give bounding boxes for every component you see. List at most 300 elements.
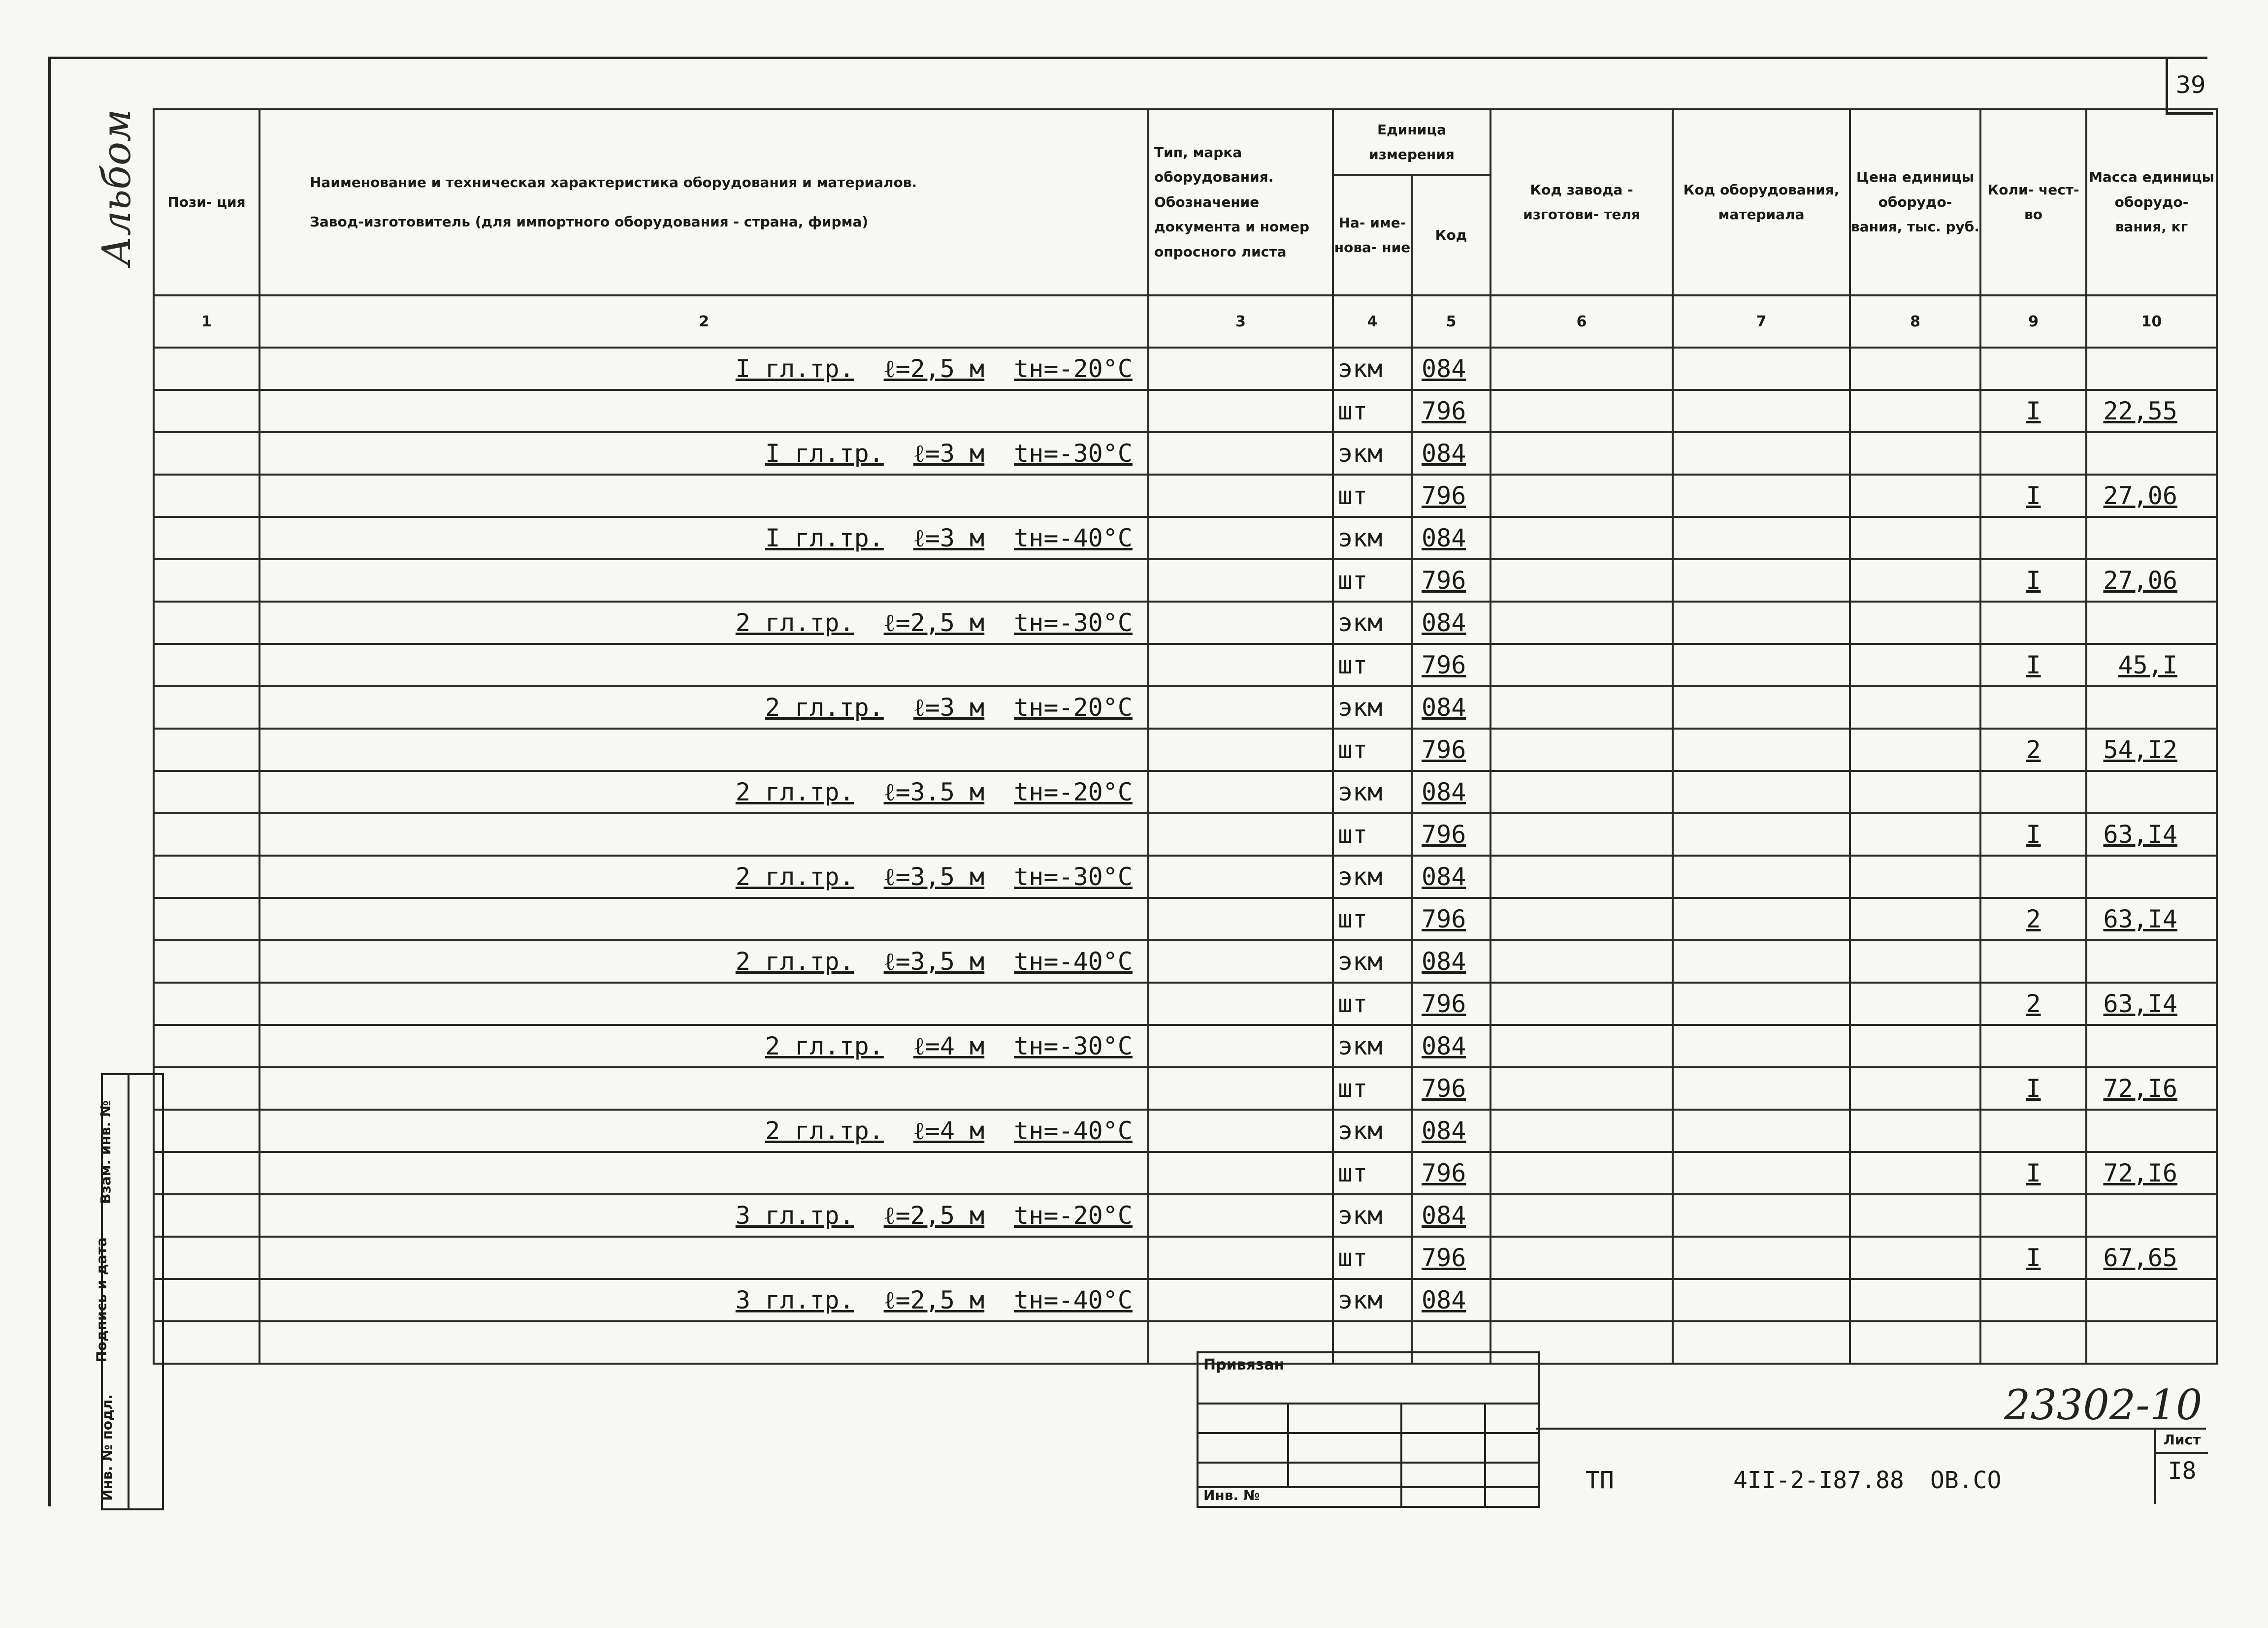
row-code: 084 bbox=[1412, 771, 1490, 813]
table-row bbox=[154, 983, 2217, 1025]
row-unit: шт bbox=[1333, 559, 1412, 602]
row-qty bbox=[1980, 1194, 2086, 1237]
row-mass bbox=[2086, 348, 2217, 390]
row-empty-cell bbox=[1490, 940, 1673, 983]
row-empty-cell bbox=[1850, 475, 1980, 517]
table-row bbox=[154, 1067, 2217, 1110]
colnum: 9 bbox=[1980, 295, 2086, 348]
header-unit-group: Единица измерения bbox=[1333, 109, 1490, 175]
row-empty-cell bbox=[1148, 475, 1333, 517]
row-empty-cell bbox=[1850, 644, 1980, 686]
row-qty bbox=[1980, 348, 2086, 390]
table-row bbox=[154, 940, 2217, 983]
row-unit: экм bbox=[1333, 856, 1412, 898]
row-empty-cell bbox=[1148, 983, 1333, 1025]
row-empty-cell bbox=[259, 1321, 1148, 1364]
row-temp: tн=-40°С bbox=[1014, 1117, 1133, 1145]
row-temp: tн=-30°С bbox=[1014, 862, 1133, 891]
row-code: 084 bbox=[1412, 602, 1490, 644]
row-qty: I bbox=[1980, 390, 2086, 432]
row-temp: tн=-20°С bbox=[1014, 778, 1133, 806]
row-length: ℓ=2,5 м bbox=[883, 1286, 985, 1314]
row-unit: экм bbox=[1333, 771, 1412, 813]
table-row-empty bbox=[154, 1321, 2217, 1364]
row-mass bbox=[2086, 602, 2217, 644]
row-empty-cell bbox=[1148, 1279, 1333, 1321]
row-empty-cell bbox=[1148, 813, 1333, 856]
row-empty-cell bbox=[1148, 517, 1333, 559]
row-empty-cell bbox=[154, 517, 259, 559]
row-code: 796 bbox=[1412, 1237, 1490, 1279]
row-unit: экм bbox=[1333, 348, 1412, 390]
row-empty-cell bbox=[1148, 644, 1333, 686]
row-empty-cell bbox=[154, 898, 259, 940]
row-mass: 22,55 bbox=[2086, 390, 2217, 432]
list-box bbox=[2154, 1428, 2208, 1504]
row-empty-cell bbox=[1148, 940, 1333, 983]
row-empty-cell bbox=[1490, 559, 1673, 602]
row-qty: 2 bbox=[1980, 729, 2086, 771]
row-empty-cell bbox=[1673, 1152, 1850, 1194]
row-empty-cell bbox=[1673, 1025, 1850, 1067]
row-empty-cell bbox=[1148, 348, 1333, 390]
row-unit: шт bbox=[1333, 813, 1412, 856]
row-description bbox=[259, 1152, 1148, 1194]
table-row bbox=[154, 1025, 2217, 1067]
row-name: 2 гл.тр. bbox=[765, 693, 884, 722]
row-description bbox=[259, 771, 1148, 813]
colnum: 3 bbox=[1148, 295, 1333, 348]
row-description bbox=[259, 390, 1148, 432]
row-empty-cell bbox=[1850, 390, 1980, 432]
row-empty-cell bbox=[154, 1279, 259, 1321]
row-empty-cell bbox=[1673, 1194, 1850, 1237]
row-empty-cell bbox=[1148, 686, 1333, 729]
row-unit: экм bbox=[1333, 432, 1412, 475]
row-name: 2 гл.тр. bbox=[735, 778, 854, 806]
header-name-line1: Наименование и техническая характеристика оборудования и материалов. bbox=[310, 174, 917, 191]
row-mass bbox=[2086, 856, 2217, 898]
row-unit: шт bbox=[1333, 983, 1412, 1025]
row-empty-cell bbox=[1850, 771, 1980, 813]
row-empty-cell bbox=[1148, 432, 1333, 475]
row-description bbox=[259, 1067, 1148, 1110]
row-qty bbox=[1980, 602, 2086, 644]
row-empty-cell bbox=[1490, 729, 1673, 771]
specification-table bbox=[153, 108, 2218, 1365]
row-description bbox=[259, 644, 1148, 686]
row-empty-cell bbox=[1673, 856, 1850, 898]
row-empty-cell bbox=[154, 602, 259, 644]
row-empty-cell bbox=[1148, 1067, 1333, 1110]
colnum: 1 bbox=[154, 295, 259, 348]
row-empty-cell bbox=[154, 432, 259, 475]
row-code: 084 bbox=[1412, 1194, 1490, 1237]
table-row bbox=[154, 602, 2217, 644]
row-empty-cell bbox=[1850, 686, 1980, 729]
row-code: 084 bbox=[1412, 517, 1490, 559]
table-row bbox=[154, 475, 2217, 517]
row-unit: шт bbox=[1333, 898, 1412, 940]
row-empty-cell bbox=[1850, 1152, 1980, 1194]
row-code: 796 bbox=[1412, 813, 1490, 856]
row-name: 2 гл.тр. bbox=[735, 947, 854, 976]
row-description bbox=[259, 1110, 1148, 1152]
colnum: 8 bbox=[1850, 295, 1980, 348]
row-description bbox=[259, 432, 1148, 475]
row-qty bbox=[1980, 517, 2086, 559]
row-empty-cell bbox=[1148, 1025, 1333, 1067]
row-length: ℓ=3 м bbox=[913, 693, 985, 722]
row-empty-cell bbox=[154, 644, 259, 686]
row-description bbox=[259, 517, 1148, 559]
table-row bbox=[154, 898, 2217, 940]
header-equipment-code: Код оборудования, материала bbox=[1673, 109, 1850, 295]
row-qty: I bbox=[1980, 644, 2086, 686]
row-unit: экм bbox=[1333, 602, 1412, 644]
row-unit: шт bbox=[1333, 729, 1412, 771]
colnum: 7 bbox=[1673, 295, 1850, 348]
row-unit: шт bbox=[1333, 1237, 1412, 1279]
row-empty-cell bbox=[1490, 432, 1673, 475]
row-description bbox=[259, 475, 1148, 517]
row-qty: I bbox=[1980, 1152, 2086, 1194]
table-row bbox=[154, 729, 2217, 771]
side-vzam: Взам. инв. № bbox=[97, 1100, 114, 1204]
row-unit: экм bbox=[1333, 1194, 1412, 1237]
row-empty-cell bbox=[154, 559, 259, 602]
table-row bbox=[154, 771, 2217, 813]
row-mass: 63,I4 bbox=[2086, 983, 2217, 1025]
row-name: I гл.тр. bbox=[765, 524, 884, 552]
header-name bbox=[259, 109, 1148, 295]
colnum: 5 bbox=[1412, 295, 1490, 348]
stamp-privyazan: Привязан bbox=[1203, 1356, 1285, 1373]
row-empty-cell bbox=[1148, 390, 1333, 432]
row-name: 2 гл.тр. bbox=[735, 608, 854, 637]
row-unit: экм bbox=[1333, 1110, 1412, 1152]
row-code: 796 bbox=[1412, 1152, 1490, 1194]
row-code: 796 bbox=[1412, 1067, 1490, 1110]
row-empty-cell bbox=[154, 940, 259, 983]
row-empty-cell bbox=[1673, 771, 1850, 813]
row-temp: tн=-20°С bbox=[1014, 354, 1133, 383]
row-empty-cell bbox=[1850, 940, 1980, 983]
row-qty bbox=[1980, 856, 2086, 898]
colnum: 10 bbox=[2086, 295, 2217, 348]
row-code: 084 bbox=[1412, 940, 1490, 983]
table-row bbox=[154, 856, 2217, 898]
row-description bbox=[259, 898, 1148, 940]
row-empty-cell bbox=[1673, 686, 1850, 729]
header-mass: Масса единицы оборудо- вания, кг bbox=[2086, 109, 2217, 295]
row-empty-cell bbox=[1490, 898, 1673, 940]
row-temp: tн=-40°С bbox=[1014, 1286, 1133, 1314]
sheet-number: 39 bbox=[2166, 58, 2213, 115]
row-empty-cell bbox=[1490, 771, 1673, 813]
row-empty-cell bbox=[1850, 1237, 1980, 1279]
row-unit: шт bbox=[1333, 1067, 1412, 1110]
row-unit: шт bbox=[1333, 1152, 1412, 1194]
row-empty-cell bbox=[154, 1067, 259, 1110]
row-description bbox=[259, 1237, 1148, 1279]
row-code: 084 bbox=[1412, 348, 1490, 390]
row-empty-cell bbox=[1673, 1110, 1850, 1152]
row-empty-cell bbox=[1673, 348, 1850, 390]
row-temp: tн=-20°С bbox=[1014, 693, 1133, 722]
row-length: ℓ=3 м bbox=[913, 439, 985, 468]
tb-list-label: Лист bbox=[2156, 1428, 2208, 1454]
row-unit: экм bbox=[1333, 1279, 1412, 1321]
row-empty-cell bbox=[1673, 432, 1850, 475]
row-empty-cell bbox=[1850, 1110, 1980, 1152]
row-name: I гл.тр. bbox=[735, 354, 854, 383]
row-length: ℓ=2,5 м bbox=[883, 608, 985, 637]
row-empty-cell bbox=[1673, 517, 1850, 559]
row-qty: I bbox=[1980, 475, 2086, 517]
row-empty-cell bbox=[1850, 432, 1980, 475]
row-empty-cell bbox=[1148, 1152, 1333, 1194]
row-code: 796 bbox=[1412, 729, 1490, 771]
row-empty-cell bbox=[1673, 475, 1850, 517]
row-temp: tн=-20°С bbox=[1014, 1201, 1133, 1230]
row-empty-cell bbox=[154, 1025, 259, 1067]
row-name: 3 гл.тр. bbox=[735, 1201, 854, 1230]
row-empty-cell bbox=[1490, 813, 1673, 856]
row-empty-cell bbox=[154, 1194, 259, 1237]
binding-stamp bbox=[1197, 1351, 1540, 1508]
table-row bbox=[154, 390, 2217, 432]
row-name: 3 гл.тр. bbox=[735, 1286, 854, 1314]
row-mass bbox=[2086, 686, 2217, 729]
row-empty-cell bbox=[1148, 559, 1333, 602]
row-qty: 2 bbox=[1980, 983, 2086, 1025]
row-temp: tн=-40°С bbox=[1014, 524, 1133, 552]
row-empty-cell bbox=[1490, 1194, 1673, 1237]
row-empty-cell bbox=[154, 856, 259, 898]
row-empty-cell bbox=[1673, 602, 1850, 644]
table-row bbox=[154, 1237, 2217, 1279]
tb-list-number: I8 bbox=[2168, 1457, 2197, 1485]
column-numbers-row bbox=[154, 295, 2217, 348]
row-qty bbox=[1980, 1025, 2086, 1067]
row-empty-cell bbox=[2086, 1321, 2217, 1364]
row-description bbox=[259, 940, 1148, 983]
row-qty bbox=[1980, 686, 2086, 729]
row-temp: tн=-30°С bbox=[1014, 439, 1133, 468]
row-empty-cell bbox=[1490, 390, 1673, 432]
row-description bbox=[259, 348, 1148, 390]
row-empty-cell bbox=[1490, 1237, 1673, 1279]
row-description bbox=[259, 686, 1148, 729]
row-empty-cell bbox=[1850, 1025, 1980, 1067]
row-empty-cell bbox=[1850, 602, 1980, 644]
row-mass bbox=[2086, 1194, 2217, 1237]
row-empty-cell bbox=[1148, 898, 1333, 940]
row-empty-cell bbox=[1673, 1321, 1850, 1364]
row-empty-cell bbox=[1850, 729, 1980, 771]
row-qty: 2 bbox=[1980, 898, 2086, 940]
row-unit: экм bbox=[1333, 517, 1412, 559]
table-row bbox=[154, 1152, 2217, 1194]
row-qty bbox=[1980, 432, 2086, 475]
table-row bbox=[154, 432, 2217, 475]
header-unit-name: На- име- нова- ние bbox=[1333, 175, 1412, 295]
row-empty-cell bbox=[1490, 1279, 1673, 1321]
row-unit: шт bbox=[1333, 475, 1412, 517]
row-description bbox=[259, 856, 1148, 898]
row-empty-cell bbox=[1490, 983, 1673, 1025]
row-empty-cell bbox=[1490, 348, 1673, 390]
row-empty-cell bbox=[1148, 729, 1333, 771]
row-empty-cell bbox=[1673, 644, 1850, 686]
row-empty-cell bbox=[1490, 517, 1673, 559]
row-code: 084 bbox=[1412, 1279, 1490, 1321]
header-factory-code: Код завода - изготови- теля bbox=[1490, 109, 1673, 295]
row-length: ℓ=3.5 м bbox=[883, 778, 985, 806]
header-position: Пози- ция bbox=[154, 109, 259, 295]
row-empty-cell bbox=[154, 686, 259, 729]
row-empty-cell bbox=[154, 348, 259, 390]
row-empty-cell bbox=[1673, 729, 1850, 771]
row-empty-cell bbox=[1673, 1279, 1850, 1321]
row-description bbox=[259, 983, 1148, 1025]
header-name-line2: Завод-изготовитель (для импортного оборудования - страна, фирма) bbox=[310, 214, 869, 230]
row-empty-cell bbox=[154, 813, 259, 856]
row-code: 796 bbox=[1412, 983, 1490, 1025]
row-length: ℓ=2,5 м bbox=[883, 1201, 985, 1230]
row-unit: экм bbox=[1333, 686, 1412, 729]
tb-section: ОВ.СО bbox=[1930, 1467, 2002, 1494]
row-code: 084 bbox=[1412, 686, 1490, 729]
row-empty-cell bbox=[154, 771, 259, 813]
row-code: 084 bbox=[1412, 1110, 1490, 1152]
row-length: ℓ=3 м bbox=[913, 524, 985, 552]
row-mass bbox=[2086, 1025, 2217, 1067]
row-unit: шт bbox=[1333, 390, 1412, 432]
row-qty: I bbox=[1980, 813, 2086, 856]
row-empty-cell bbox=[154, 1152, 259, 1194]
row-empty-cell bbox=[1148, 856, 1333, 898]
header-quantity: Коли- чест- во bbox=[1980, 109, 2086, 295]
row-empty-cell bbox=[1148, 602, 1333, 644]
row-empty-cell bbox=[1148, 1237, 1333, 1279]
table-row bbox=[154, 1110, 2217, 1152]
row-mass bbox=[2086, 1279, 2217, 1321]
row-length: ℓ=3,5 м bbox=[883, 947, 985, 976]
table-row bbox=[154, 559, 2217, 602]
row-empty-cell bbox=[1490, 1110, 1673, 1152]
row-empty-cell bbox=[154, 1321, 259, 1364]
title-block bbox=[1536, 1428, 2206, 1506]
row-mass: 54,I2 bbox=[2086, 729, 2217, 771]
row-name: 2 гл.тр. bbox=[735, 862, 854, 891]
row-code: 796 bbox=[1412, 898, 1490, 940]
row-mass bbox=[2086, 517, 2217, 559]
row-empty-cell bbox=[1673, 813, 1850, 856]
row-description bbox=[259, 1025, 1148, 1067]
row-mass: 72,I6 bbox=[2086, 1152, 2217, 1194]
row-mass: 67,65 bbox=[2086, 1237, 2217, 1279]
row-empty-cell bbox=[1490, 1152, 1673, 1194]
row-description bbox=[259, 729, 1148, 771]
header-unit-code: Код bbox=[1412, 175, 1490, 295]
row-empty-cell bbox=[1673, 1237, 1850, 1279]
row-mass: 63,I4 bbox=[2086, 898, 2217, 940]
row-qty: I bbox=[1980, 559, 2086, 602]
table-row bbox=[154, 813, 2217, 856]
row-empty-cell bbox=[1490, 475, 1673, 517]
row-empty-cell bbox=[1673, 940, 1850, 983]
row-empty-cell bbox=[1850, 559, 1980, 602]
row-mass: 27,06 bbox=[2086, 559, 2217, 602]
row-code: 796 bbox=[1412, 644, 1490, 686]
row-empty-cell bbox=[154, 1110, 259, 1152]
row-empty-cell bbox=[154, 475, 259, 517]
handwritten-doc-code: 23302-10 bbox=[2004, 1381, 2203, 1429]
row-description bbox=[259, 602, 1148, 644]
album-title: Альбом bbox=[94, 109, 139, 266]
row-empty-cell bbox=[1148, 1110, 1333, 1152]
row-empty-cell bbox=[1673, 559, 1850, 602]
row-mass bbox=[2086, 771, 2217, 813]
row-mass bbox=[2086, 432, 2217, 475]
row-name: 2 гл.тр. bbox=[765, 1032, 884, 1060]
row-qty bbox=[1980, 940, 2086, 983]
table-row bbox=[154, 517, 2217, 559]
row-code: 084 bbox=[1412, 856, 1490, 898]
header-row bbox=[154, 109, 2217, 175]
row-code: 796 bbox=[1412, 390, 1490, 432]
row-empty-cell bbox=[154, 983, 259, 1025]
stamp-inv-no: Инв. № bbox=[1203, 1487, 1260, 1503]
row-empty-cell bbox=[154, 1237, 259, 1279]
row-length: ℓ=4 м bbox=[913, 1117, 985, 1145]
table-row bbox=[154, 1279, 2217, 1321]
row-qty bbox=[1980, 1110, 2086, 1152]
table-row bbox=[154, 686, 2217, 729]
colnum: 4 bbox=[1333, 295, 1412, 348]
row-length: ℓ=4 м bbox=[913, 1032, 985, 1060]
row-empty-cell bbox=[1850, 1067, 1980, 1110]
row-name: 2 гл.тр. bbox=[765, 1117, 884, 1145]
row-mass: 27,06 bbox=[2086, 475, 2217, 517]
row-mass: 63,I4 bbox=[2086, 813, 2217, 856]
row-empty-cell bbox=[1490, 686, 1673, 729]
row-qty bbox=[1980, 1279, 2086, 1321]
row-empty-cell bbox=[1490, 1067, 1673, 1110]
side-stamp bbox=[93, 1073, 164, 1510]
colnum: 6 bbox=[1490, 295, 1673, 348]
row-empty-cell bbox=[1850, 348, 1980, 390]
table-body bbox=[154, 348, 2217, 1364]
row-code: 084 bbox=[1412, 432, 1490, 475]
tb-tp: ТП bbox=[1586, 1467, 1614, 1494]
row-empty-cell bbox=[1980, 1321, 2086, 1364]
row-empty-cell bbox=[1850, 983, 1980, 1025]
row-description bbox=[259, 559, 1148, 602]
header-price: Цена единицы оборудо- вания, тыс. руб. bbox=[1850, 109, 1980, 295]
row-mass bbox=[2086, 1110, 2217, 1152]
row-description bbox=[259, 1279, 1148, 1321]
row-description bbox=[259, 813, 1148, 856]
row-unit: экм bbox=[1333, 1025, 1412, 1067]
row-code: 796 bbox=[1412, 475, 1490, 517]
tb-doc-number: 4II-2-I87.88 bbox=[1733, 1467, 1904, 1494]
row-code: 796 bbox=[1412, 559, 1490, 602]
row-empty-cell bbox=[154, 390, 259, 432]
row-empty-cell bbox=[1850, 856, 1980, 898]
